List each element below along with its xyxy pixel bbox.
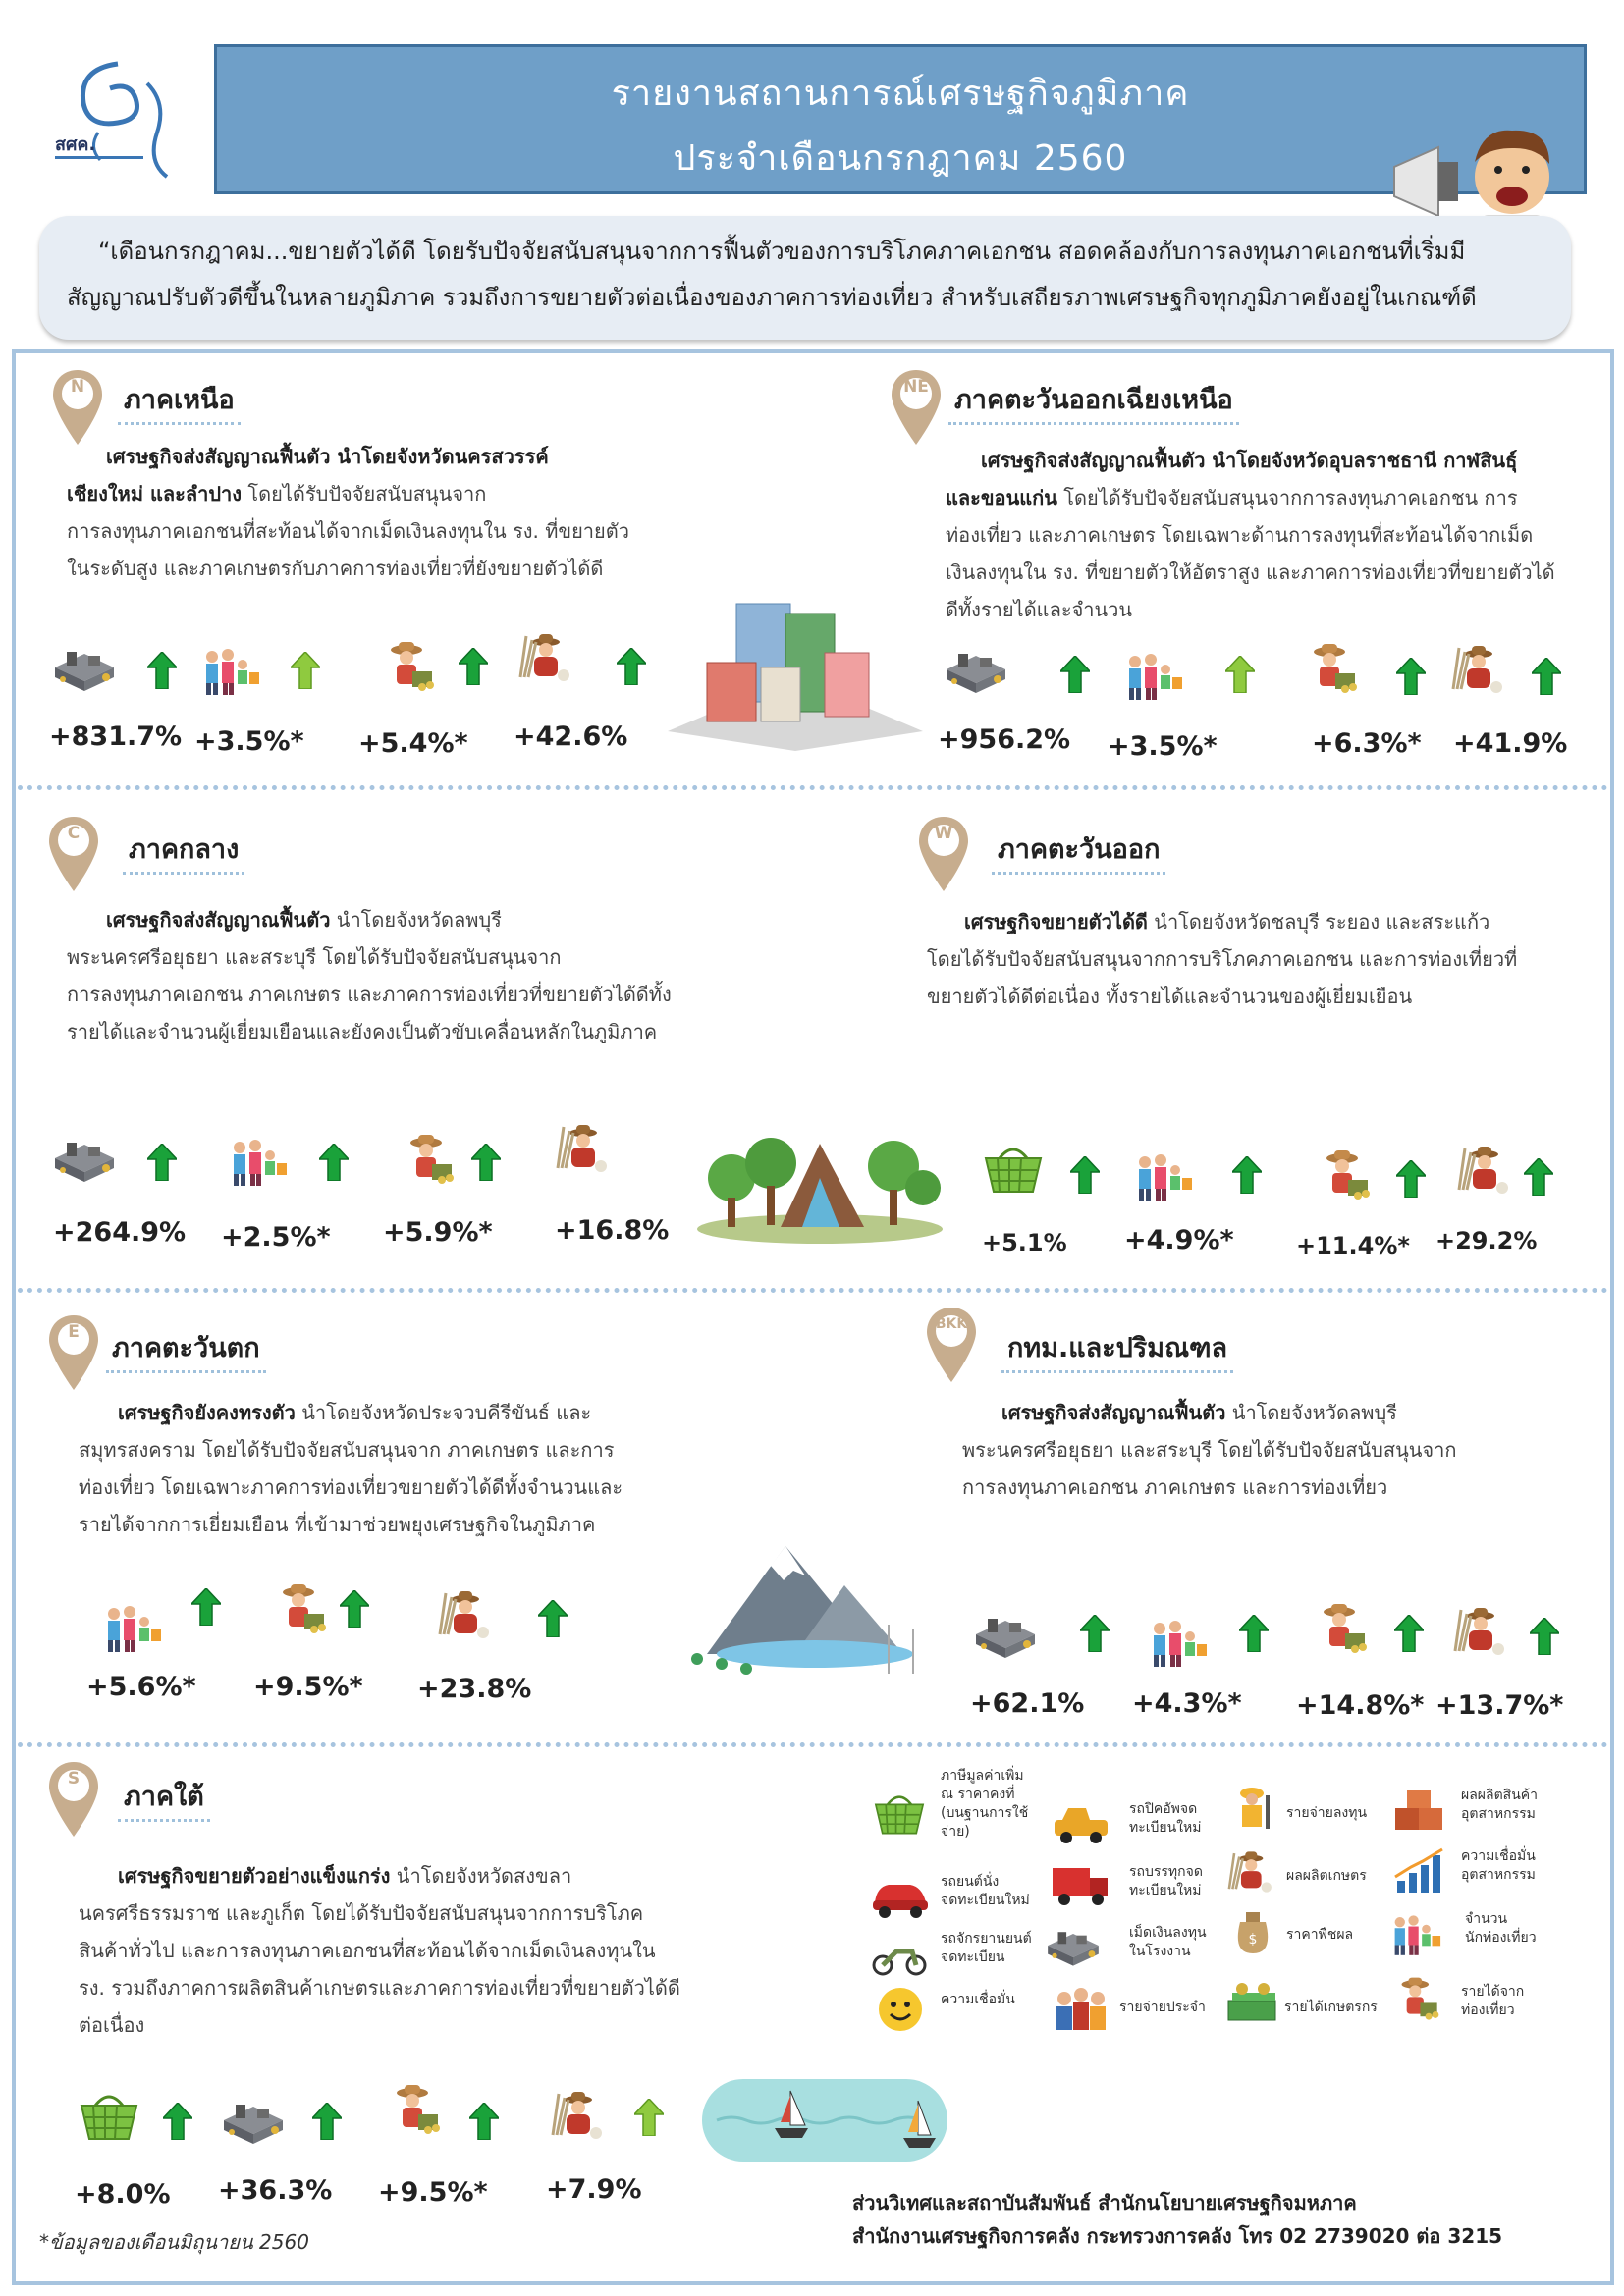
stat-value: +2.5%* (221, 1222, 331, 1253)
stat-value: +3.5%* (1108, 731, 1218, 762)
tourism-income-icon (379, 2081, 450, 2140)
region-lead: เศรษฐกิจส่งสัญญาณฟื้นตัว (1001, 1401, 1226, 1424)
delivery-truck-icon (1051, 1858, 1111, 1911)
tourism-income-icon (1296, 640, 1367, 699)
tourism-income-icon (1309, 1147, 1380, 1205)
region-lead: เศรษฐกิจขยายตัวอย่างแข็งแกร่ง (118, 1864, 391, 1888)
up-arrow-light-icon (291, 652, 320, 689)
up-arrow-light-icon (1225, 656, 1255, 693)
legend-label: รายได้จาก ท่องเที่ยว (1461, 1984, 1525, 2018)
factory-investment-icon (49, 1129, 120, 1188)
tourism-income-icon (373, 638, 444, 697)
pickup-truck-icon (1051, 1796, 1111, 1849)
region-lead: เศรษฐกิจยังคงทรงตัว (118, 1401, 296, 1424)
agri-output-icon (545, 2086, 616, 2145)
divider (18, 1288, 1608, 1293)
legend-label: รายจ่ายลงทุน (1286, 1805, 1368, 1821)
report-subtitle: ประจำเดือนกรกฎาคม 2560 (673, 138, 1128, 179)
up-arrow-icon (1532, 658, 1561, 695)
region-description: เศรษฐกิจส่งสัญญาณฟื้นตัว นำโดยจังหวัดลพบุรี พระนครศรีอยุธยา และสระบุรี โดยได้รับปัจจัยสนับสนุนจาก การลงทุนภาคเอกชน ภาคเกษตร และภาคการท่องเที่ยวที่ขยายตัวได้ดีทั้ง รายได้และจำนวนผู้เยี่ยมเยือนและยังคงเป็นตัวขับเคลื่อนหลักในภูมิภาค (67, 908, 672, 1043)
legend-label: รถยนต์นั่ง จดทะเบียนใหม่ (941, 1874, 1030, 1908)
up-arrow-icon (1232, 1156, 1262, 1194)
region-name-northeast: ภาคตะวันออกเฉียงเหนือ (948, 378, 1239, 425)
footer-org-line-2: สำนักงานเศรษฐกิจการคลัง กระทรวงการคลัง โทร 02 2739020 ต่อ 3215 (852, 2224, 1503, 2248)
thumbs-up-smiley-icon (869, 1983, 930, 2036)
region-lead: เศรษฐกิจส่งสัญญาณฟื้นตัว นำโดยจังหวัดนครสวรรค์ (106, 445, 549, 468)
up-arrow-icon (1530, 1618, 1559, 1655)
legend-label: รายจ่ายประจำ (1119, 2000, 1206, 2015)
stat-value: +62.1% (970, 1688, 1085, 1719)
up-arrow-icon (147, 1144, 177, 1181)
region-name-north: ภาคเหนือ (118, 378, 241, 425)
region-lead: เศรษฐกิจส่งสัญญาณฟื้นตัว นำโดยจังหวัดอุบลราชธานี กาฬสินธุ์ (981, 449, 1518, 472)
region-code: N (70, 377, 85, 397)
stat-value: +8.0% (75, 2179, 171, 2210)
stat-value: +5.1% (982, 1229, 1067, 1256)
tourism-income-icon (265, 1580, 336, 1639)
region-lead: เศรษฐกิจส่งสัญญาณฟื้นตัว (106, 908, 331, 932)
agri-output-icon (1222, 1845, 1283, 1898)
tourists-icon (1386, 1909, 1447, 1962)
crowd-icon (1051, 1983, 1111, 2036)
region-name-west: ภาคตะวันตก (106, 1326, 266, 1373)
region-code: C (67, 824, 81, 843)
stat-value: +13.7%* (1435, 1690, 1564, 1721)
region-description: เศรษฐกิจส่งสัญญาณฟื้นตัว นำโดยจังหวัดอุบลราชธานี กาฬสินธุ์ และขอนแก่น โดยได้รับปัจจัยสนับสนุนจากการลงทุนภาคเอกชน การ ท่องเที่ยว และภาคเกษตร โดยเฉพาะด้านการลงทุนที่สะท้อนได้จากเม็ด เงินลงทุนใน รง. ที่ขยายตัวให้อัตราสูง และภาคการท่องเที่ยวที่ขยายตัวได้ ดีทั้งรายได้และจำนวน (946, 449, 1555, 621)
tourism-income-icon (393, 1131, 463, 1190)
factory-investment-icon (941, 640, 1011, 699)
region-code: S (67, 1769, 81, 1789)
up-arrow-icon (1396, 1160, 1426, 1198)
legend-label: รถจักรยานยนต์ จดทะเบียน (941, 1931, 1032, 1965)
region-name-central: ภาคกลาง (123, 828, 244, 875)
legend-label: จำนวน นักท่องเที่ยว (1465, 1911, 1537, 1946)
mountain-illustration (677, 1526, 943, 1683)
divider (18, 785, 1608, 790)
report-title: รายงานสถานการณ์เศรษฐกิจภูมิภาค (611, 74, 1190, 114)
legend-label: ภาษีมูลค่าเพิ่ม ณ ราคาคงที่ (บนฐานการใช้ จ่าย) (941, 1768, 1029, 1840)
region-description: เศรษฐกิจส่งสัญญาณฟื้นตัว นำโดยจังหวัดลพบุรี พระนครศรีอยุธยา และสระบุรี โดยได้รับปัจจัยสนับสนุนจาก การลงทุนภาคเอกชน ภาคเกษตร และการท่องเที่ยว (962, 1401, 1457, 1499)
tourists-icon (196, 643, 267, 702)
stat-value: +29.2% (1435, 1227, 1538, 1255)
city-illustration (668, 584, 923, 751)
region-description: เศรษฐกิจขยายตัวอย่างแข็งแกร่ง นำโดยจังหวัดสงขลา นครศรีธรรมราช และภูเก็ต โดยได้รับปัจจัยสนับสนุนจากการบริโภค สินค้าทั่วไป และการลงทุนภาคเอกชนที่สะท้อนได้จากเม็ดเงินลงทุนใน รง. รวมถึงภาคการผลิตสินค้าเกษตรและภาคการท่องเที่ยวที่ขยายตัวได้ดี ต่อเนื่อง (79, 1864, 680, 2037)
stat-value: +9.5%* (378, 2177, 488, 2208)
legend-label: ราคาพืชผล (1286, 1927, 1354, 1943)
stat-value: +23.8% (417, 1674, 532, 1704)
cargo-boxes-icon (1389, 1785, 1450, 1838)
agri-output-icon (513, 628, 583, 687)
legend-label: รถบรรทุกจด ทะเบียนใหม่ (1129, 1864, 1203, 1898)
region-description: เศรษฐกิจขยายตัวได้ดี นำโดยจังหวัดชลบุรี ระยอง และสระแก้ว โดยได้รับปัจจัยสนับสนุนจากการบริโภคภาคเอกชน และการท่องเที่ยวที่ ขยายตัวได้ดีต่อเนื่อง ทั้งรายได้และจำนวนของผู้เยี่ยมเยือน (927, 910, 1518, 1008)
title-banner (214, 44, 1587, 194)
up-arrow-icon (1070, 1156, 1100, 1194)
svg-text:$: $ (1248, 1932, 1258, 1948)
vat-basket-icon (978, 1139, 1049, 1198)
region-lead: เชียงใหม่ และลำปาง (67, 482, 243, 506)
up-arrow-icon (1060, 656, 1090, 693)
region-lead: และขอนแก่น (946, 486, 1057, 509)
tourists-icon (1119, 648, 1190, 707)
stat-value: +4.9%* (1124, 1225, 1234, 1255)
summary-line-1: “เดือนกรกฎาคม...ขยายตัวได้ดี โดยรับปัจจัยสนับสนุนจากการฟื้นตัวของการบริโภคภาคเอกชน สอดคล้องกับการลงทุนภาคเอกชนที่เริ่มมี (98, 238, 1466, 265)
stat-value: +42.6% (514, 721, 628, 752)
up-arrow-icon (312, 2103, 342, 2140)
tourists-icon (224, 1134, 295, 1193)
vat-basket-icon (869, 1787, 930, 1840)
tourists-icon (1129, 1148, 1200, 1207)
logo-text: สศค. (55, 134, 96, 155)
region-description: เศรษฐกิจยังคงทรงตัว นำโดยจังหวัดประจวบคีรีขันธ์ และ สมุทรสงคราม โดยได้รับปัจจัยสนับสนุนจาก ภาคเกษตร และการ ท่องเที่ยว โดยเฉพาะภาคการท่องเที่ยวขยายตัวได้ดีทั้งจำนวนและ รายได้จากการเยี่ยมเยือน ที่เข้ามาช่วยพยุงเศรษฐกิจในภูมิภาค (79, 1401, 623, 1536)
up-arrow-icon (538, 1600, 568, 1637)
up-arrow-icon (163, 2103, 192, 2140)
stat-value: +3.5%* (194, 726, 304, 757)
money-bag-icon (1222, 1904, 1283, 1957)
factory-investment-icon (1043, 1919, 1104, 1972)
legend-label: ผลผลิตเกษตร (1286, 1868, 1367, 1884)
up-arrow-icon (1239, 1615, 1269, 1652)
up-arrow-light-icon (634, 2099, 664, 2136)
legend-label: รายได้เกษตรกร (1284, 2000, 1378, 2015)
car-icon (869, 1867, 930, 1920)
up-arrow-icon (147, 652, 177, 689)
up-arrow-icon (1080, 1615, 1110, 1652)
region-name-east: ภาคตะวันออก (992, 828, 1165, 875)
up-arrow-icon (1394, 1615, 1424, 1652)
region-code: E (68, 1322, 80, 1342)
factory-investment-icon (970, 1605, 1041, 1664)
stat-value: +264.9% (53, 1217, 187, 1248)
up-arrow-icon (471, 1144, 501, 1181)
stat-value: +11.4%* (1296, 1232, 1410, 1259)
region-code: NE (903, 377, 929, 397)
stat-value: +14.8%* (1296, 1690, 1425, 1721)
agri-output-icon (550, 1119, 621, 1178)
region-name-bkk: กทม.และปริมณฑล (1001, 1326, 1233, 1373)
legend-label: รถปิคอัพจด ทะเบียนใหม่ (1129, 1801, 1202, 1836)
agri-output-icon (1447, 1602, 1518, 1661)
stat-value: +4.3%* (1132, 1688, 1242, 1719)
footer-org-line-1: ส่วนวิเทศและสถาบันสัมพันธ์ สำนักนโยบายเศรษฐกิจมหภาค (852, 2191, 1357, 2215)
factory-investment-icon (218, 2091, 289, 2150)
stat-value: +6.3%* (1312, 728, 1422, 759)
region-description: เศรษฐกิจส่งสัญญาณฟื้นตัว นำโดยจังหวัดนครสวรรค์ เชียงใหม่ และลำปาง โดยได้รับปัจจัยสนับสนุนจาก การลงทุนภาคเอกชนที่สะท้อนได้จากเม็ดเงินลงทุนใน รง. ที่ขยายตัว ในระดับสูง และภาคเกษตรกับภาคการท่องเที่ยวที่ยังขยายตัวได้ดี (67, 445, 629, 580)
stat-value: +36.3% (218, 2175, 333, 2206)
divider (18, 1742, 1608, 1747)
factory-investment-icon (49, 638, 120, 697)
forest-illustration (692, 1119, 947, 1247)
tourism-income-icon (1386, 1973, 1447, 2026)
region-name-south: ภาคใต้ (118, 1775, 210, 1822)
stat-value: +9.5%* (253, 1672, 363, 1702)
up-arrow-icon (1524, 1158, 1553, 1196)
stat-value: +5.4%* (358, 728, 468, 759)
motorcycle-icon (869, 1926, 930, 1979)
legend-label: เม็ดเงินลงทุน ในโรงงาน (1129, 1925, 1207, 1959)
agri-output-icon (1445, 640, 1516, 699)
stat-value: +41.9% (1453, 728, 1568, 759)
sea-illustration (702, 2071, 947, 2169)
summary-line-2: สัญญาณปรับตัวดีขึ้นในหลายภูมิภาค รวมถึงการขยายตัวต่อเนื่องของภาคการท่องเที่ยว สำหรับเสถียรภาพเศรษฐกิจทุกภูมิภาคยังอยู่ในเกณฑ์ดี (67, 284, 1477, 311)
stat-value: +16.8% (555, 1215, 670, 1246)
cash-stack-icon (1222, 1975, 1283, 2028)
up-arrow-icon (617, 648, 646, 685)
stat-value: +5.6%* (86, 1672, 196, 1702)
legend-label: ความเชื่อมั่น (941, 1992, 1015, 2007)
construction-worker-icon (1222, 1782, 1283, 1835)
up-arrow-icon (1396, 658, 1426, 695)
up-arrow-icon (191, 1588, 221, 1626)
region-code: BKK (935, 1316, 968, 1332)
stat-value: +7.9% (546, 2174, 642, 2205)
ministry-logo (39, 54, 187, 191)
footnote: *ข้อมูลของเดือนมิถุนายน 2560 (39, 2230, 309, 2254)
tourists-icon (1144, 1615, 1215, 1674)
stat-value: +5.9%* (383, 1217, 493, 1248)
vat-basket-icon (74, 2086, 144, 2145)
up-arrow-icon (340, 1590, 369, 1628)
legend-label: ผลผลิตสินค้า อุตสาหกรรม (1461, 1788, 1538, 1822)
tourism-income-icon (1306, 1600, 1377, 1659)
legend-label: ความเชื่อมั่น อุตสาหกรรม (1461, 1848, 1536, 1883)
up-arrow-icon (319, 1144, 349, 1181)
up-arrow-icon (459, 648, 488, 685)
region-lead: เศรษฐกิจขยายตัวได้ดี (964, 910, 1148, 934)
stat-value: +956.2% (938, 724, 1071, 755)
growth-chart-icon (1389, 1845, 1450, 1898)
agri-output-icon (1451, 1141, 1522, 1200)
agri-output-icon (432, 1585, 503, 1644)
stat-value: +831.7% (49, 721, 183, 752)
up-arrow-icon (469, 2103, 499, 2140)
summary-quote (39, 216, 1571, 340)
region-code: W (934, 824, 953, 843)
tourists-icon (98, 1600, 169, 1659)
